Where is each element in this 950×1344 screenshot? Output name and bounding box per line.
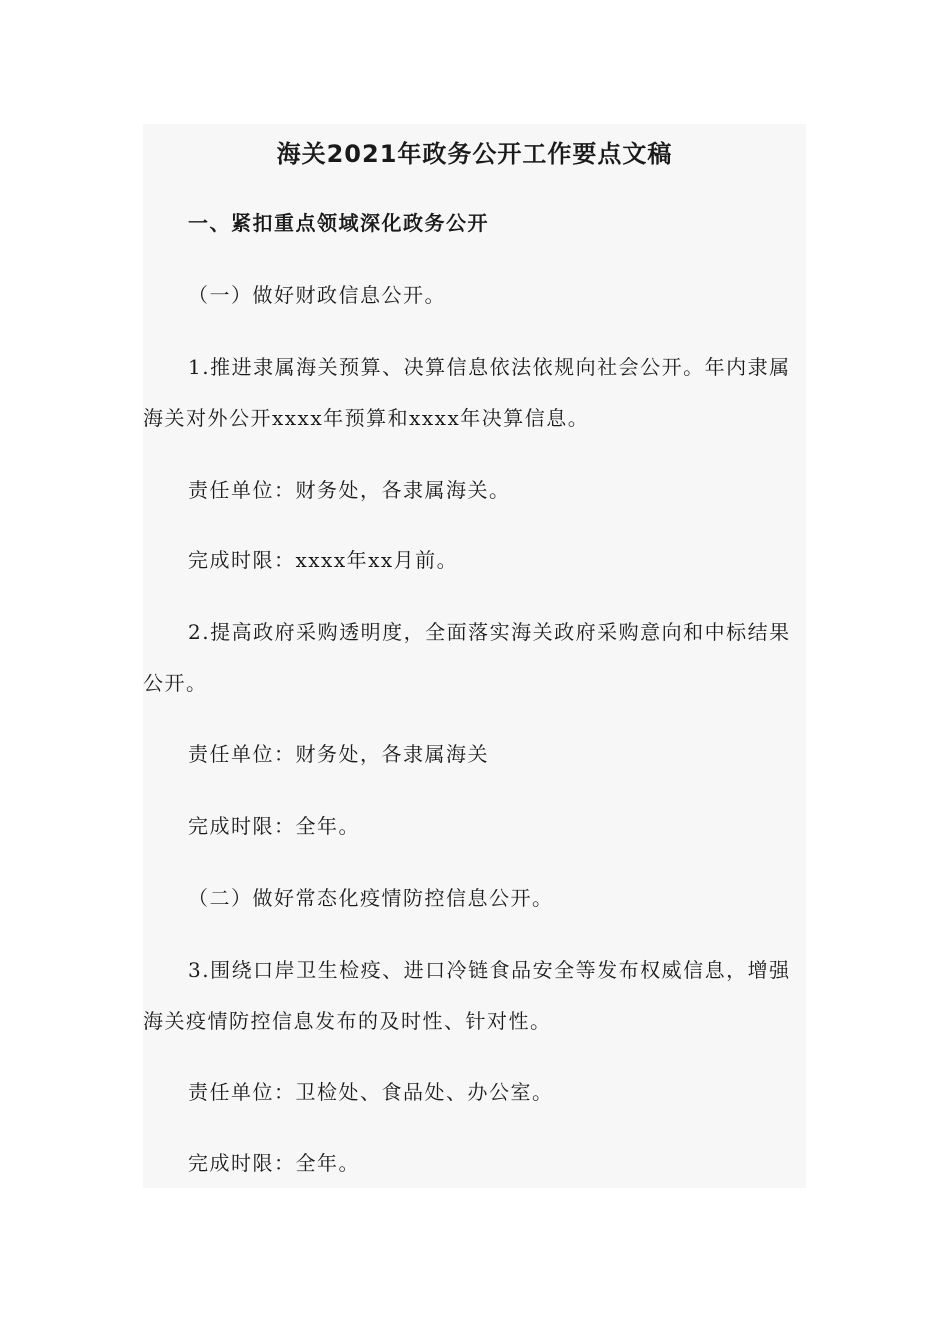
responsible-unit: 责任单位：财务处，各隶属海关。 xyxy=(188,478,511,502)
deadline: 完成时限：全年。 xyxy=(188,814,360,838)
section-heading: 一、紧扣重点领域深化政务公开 xyxy=(188,211,489,235)
item-paragraph: 1.推进隶属海关预算、决算信息依法依规向社会公开。年内隶属海关对外公开xxxx年预算和xxxx年决算信息。 xyxy=(143,355,791,430)
responsible-unit: 责任单位：财务处，各隶属海关 xyxy=(188,742,489,766)
subsection-heading: （一）做好财政信息公开。 xyxy=(188,283,446,307)
subsection-heading: （二）做好常态化疫情防控信息公开。 xyxy=(188,886,554,910)
deadline: 完成时限：xxxx年xx月前。 xyxy=(188,548,459,572)
responsible-unit: 责任单位：卫检处、食品处、办公室。 xyxy=(188,1080,554,1104)
item-paragraph: 3.围绕口岸卫生检疫、进口冷链食品安全等发布权威信息，增强海关疫情防控信息发布的及时性、针对性。 xyxy=(143,958,791,1033)
document-page xyxy=(143,124,806,1188)
document-title: 海关2021年政务公开工作要点文稿 xyxy=(276,140,673,168)
deadline: 完成时限：全年。 xyxy=(188,1151,360,1175)
item-paragraph: 2.提高政府采购透明度，全面落实海关政府采购意向和中标结果公开。 xyxy=(143,620,791,695)
